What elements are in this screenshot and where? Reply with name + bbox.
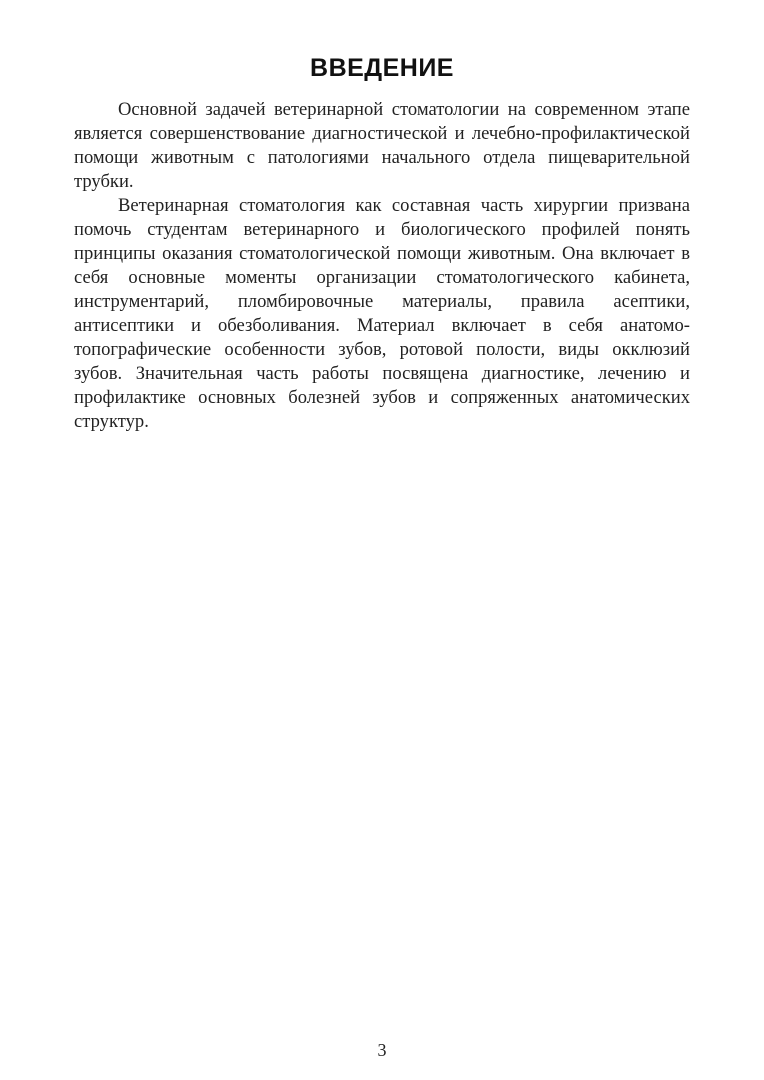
- paragraph-2: Ветеринарная стоматология как составная часть хирургии призвана помочь студентам ветеринарного и биологического профилей понять принципы оказания стоматологической помощи животным. Она включает в себя основные моменты организации стоматологического кабинета, инструментарий, пломбировочные материалы, правила асептики, антисептики и обезболивания. Материал включает в себя анатомо-топографические особенности зубов, ротовой полости, виды окклюзий зубов. Значительная часть работы посвящена диагностике, лечению и профилактике основных болезней зубов и сопряженных анатомических структур.: [74, 195, 690, 432]
- page-number: 3: [377, 1040, 387, 1060]
- paragraph-1: Основной задачей ветеринарной стоматологии на современном этапе является совершенствование диагностической и лечебно-профилактической помощи животным с патологиями начального отдела пищеварительной трубки.: [74, 99, 690, 192]
- body-text: [74, 98, 690, 434]
- page-title: ВВЕДЕНИЕ: [310, 54, 454, 82]
